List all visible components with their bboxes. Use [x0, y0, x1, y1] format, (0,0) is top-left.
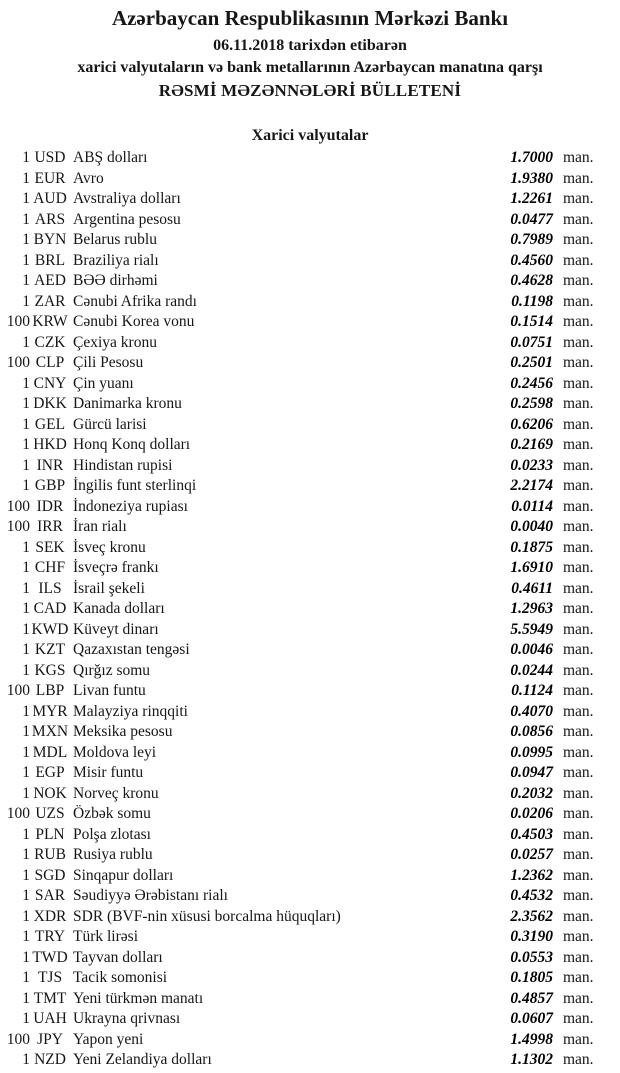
rate-value-cell: 0.0856: [510, 723, 553, 740]
unit-cell: man.: [563, 354, 594, 371]
currency-name-cell: BƏƏ dirhəmi: [73, 272, 158, 289]
table-row: [0, 1009, 620, 1030]
currency-name-cell: Polşa zlotası: [73, 825, 151, 843]
rate-value-cell: 1.1302: [510, 1051, 553, 1068]
rate-value-cell: 0.4560: [510, 251, 553, 269]
table-row: [0, 743, 620, 764]
quantity-cell: 100: [6, 682, 30, 699]
table-row: [0, 1030, 620, 1051]
currency-code-cell: USD: [34, 149, 66, 166]
currency-code-cell: GBP: [34, 477, 66, 494]
currency-name-cell: Türk lirəsi: [73, 928, 138, 945]
rate-value-cell: 1.2963: [510, 600, 553, 617]
rate-value-cell: 0.1875: [510, 538, 553, 556]
table-row: [0, 579, 620, 600]
currency-name-cell: Avstraliya dolları: [73, 190, 181, 207]
unit-cell: man.: [563, 374, 594, 392]
rate-value-cell: 0.0947: [510, 764, 553, 781]
quantity-cell: 1: [22, 600, 30, 617]
rate-value-cell: 1.6910: [510, 559, 553, 576]
currency-code-cell: KWD: [31, 620, 69, 638]
unit-cell: man.: [563, 805, 594, 822]
quantity-cell: 1: [22, 887, 30, 904]
table-row: [0, 415, 620, 436]
table-row: [0, 1050, 620, 1071]
rate-value-cell: 2.3562: [510, 907, 553, 925]
currency-code-cell: MDL: [32, 743, 68, 761]
currency-code-cell: LBP: [35, 682, 65, 699]
quantity-cell: 1: [22, 477, 30, 494]
rate-value-cell: 0.1198: [511, 292, 553, 310]
quantity-cell: 1: [22, 579, 30, 597]
unit-cell: man.: [563, 702, 594, 720]
unit-cell: man.: [563, 1030, 594, 1048]
unit-cell: man.: [563, 538, 594, 556]
table-row: [0, 866, 620, 887]
currency-name-cell: ABŞ dolları: [73, 149, 148, 166]
unit-cell: man.: [563, 251, 594, 269]
currency-code-cell: EUR: [34, 169, 66, 187]
currency-code-cell: MXN: [31, 723, 69, 740]
unit-cell: man.: [563, 989, 594, 1007]
bulletin-subtitle: xarici valyutaların və bank metallarının Azərbaycan manatına qarşı: [77, 59, 543, 76]
quantity-cell: 1: [22, 538, 30, 556]
currency-code-cell: RUB: [34, 846, 66, 863]
currency-name-cell: Yeni türkmən manatı: [73, 989, 204, 1007]
unit-cell: man.: [563, 948, 594, 966]
currency-code-cell: UZS: [35, 805, 65, 822]
unit-cell: man.: [563, 1010, 594, 1027]
quantity-cell: 1: [22, 784, 30, 802]
currency-code-cell: AUD: [33, 190, 67, 207]
currency-code-cell: NZD: [34, 1051, 66, 1068]
table-row: [0, 312, 620, 333]
unit-cell: man.: [563, 641, 594, 658]
quantity-cell: 1: [22, 251, 30, 269]
rate-value-cell: 0.0257: [510, 846, 553, 863]
currency-name-cell: Meksika pesosu: [73, 723, 173, 740]
bulletin-title: RƏSMİ MƏZƏNNƏLƏRİ BÜLLETENİ: [158, 81, 462, 100]
unit-cell: man.: [563, 190, 594, 207]
currency-name-cell: İsveçrə frankı: [73, 559, 159, 576]
table-row: [0, 968, 620, 989]
quantity-cell: 1: [22, 559, 30, 576]
rate-value-cell: 0.4532: [510, 887, 553, 904]
rate-value-cell: 0.1514: [510, 313, 553, 330]
quantity-cell: 1: [22, 210, 30, 228]
currency-name-cell: Küveyt dinarı: [73, 620, 159, 638]
rate-value-cell: 0.4628: [510, 272, 553, 289]
currency-name-cell: Livan funtu: [73, 682, 146, 699]
rate-value-cell: 0.6206: [510, 415, 553, 433]
unit-cell: man.: [563, 210, 594, 228]
rate-value-cell: 0.0553: [510, 948, 553, 966]
quantity-cell: 1: [22, 661, 30, 679]
unit-cell: man.: [563, 620, 594, 638]
currency-name-cell: Malayziya rinqqiti: [73, 702, 188, 720]
table-row: [0, 661, 620, 682]
quantity-cell: 1: [22, 866, 30, 884]
rate-value-cell: 1.2362: [510, 866, 553, 884]
rate-value-cell: 1.7000: [510, 149, 553, 166]
quantity-cell: 100: [6, 313, 30, 330]
rate-value-cell: 0.0477: [510, 210, 553, 228]
currency-code-cell: TJS: [37, 969, 63, 986]
quantity-cell: 1: [22, 846, 30, 863]
quantity-cell: 1: [22, 928, 30, 945]
table-row: [0, 189, 620, 210]
rate-value-cell: 0.2456: [510, 374, 553, 392]
currency-code-cell: IRR: [37, 518, 63, 535]
section-title-foreign-currencies: Xarici valyutalar: [251, 127, 369, 144]
currency-code-cell: EGP: [35, 764, 65, 781]
table-row: [0, 886, 620, 907]
quantity-cell: 1: [22, 907, 30, 925]
quantity-cell: 1: [22, 395, 30, 412]
table-row: [0, 435, 620, 456]
unit-cell: man.: [563, 395, 594, 412]
unit-cell: man.: [563, 579, 594, 597]
unit-cell: man.: [563, 559, 594, 576]
rate-value-cell: 0.0046: [510, 641, 553, 658]
table-row: [0, 374, 620, 395]
currency-name-cell: Sinqapur dolları: [73, 866, 174, 884]
unit-cell: man.: [563, 149, 594, 166]
rate-value-cell: 0.0751: [510, 333, 553, 351]
table-row: [0, 620, 620, 641]
rate-value-cell: 5.5949: [510, 620, 553, 638]
rate-value-cell: 0.1124: [511, 682, 553, 699]
unit-cell: man.: [563, 723, 594, 740]
currency-code-cell: HKD: [33, 436, 67, 453]
quantity-cell: 100: [6, 518, 30, 535]
unit-cell: man.: [563, 169, 594, 187]
unit-cell: man.: [563, 436, 594, 453]
currency-code-cell: ZAR: [34, 292, 66, 310]
table-row: [0, 148, 620, 169]
currency-name-cell: Tayvan dolları: [73, 948, 163, 966]
table-row: [0, 640, 620, 661]
table-row: [0, 948, 620, 969]
quantity-cell: 1: [22, 948, 30, 966]
quantity-cell: 1: [22, 374, 30, 392]
currency-name-cell: Özbək somu: [73, 805, 151, 822]
table-row: [0, 333, 620, 354]
unit-cell: man.: [563, 456, 594, 474]
unit-cell: man.: [563, 518, 594, 535]
unit-cell: man.: [563, 846, 594, 863]
currency-code-cell: KRW: [32, 313, 68, 330]
rate-value-cell: 2.2174: [510, 477, 553, 494]
rate-value-cell: 1.2261: [510, 190, 553, 207]
currency-name-cell: Qırğız somu: [73, 661, 151, 679]
currency-name-cell: İndoneziya rupiası: [73, 497, 188, 515]
currency-code-cell: SEK: [35, 538, 65, 556]
table-row: [0, 169, 620, 190]
currency-code-cell: BRL: [34, 251, 66, 269]
table-row: [0, 804, 620, 825]
quantity-cell: 1: [22, 456, 30, 474]
currency-code-cell: CZK: [34, 333, 66, 351]
bank-title: Azərbaycan Respublikasının Mərkəzi Bankı: [111, 6, 509, 30]
table-row: [0, 210, 620, 231]
currency-name-cell: SDR (BVF-nin xüsusi borcalma hüquqları): [73, 907, 341, 925]
rate-value-cell: 0.2598: [510, 395, 553, 412]
unit-cell: man.: [563, 866, 594, 884]
quantity-cell: 1: [22, 989, 30, 1007]
table-row: [0, 476, 620, 497]
table-row: [0, 845, 620, 866]
table-row: [0, 292, 620, 313]
quantity-cell: 100: [6, 1030, 30, 1048]
quantity-cell: 1: [22, 702, 30, 720]
currency-code-cell: IDR: [36, 497, 64, 515]
quantity-cell: 1: [22, 620, 30, 638]
currency-code-cell: JPY: [37, 1030, 63, 1048]
quantity-cell: 1: [22, 231, 30, 248]
unit-cell: man.: [563, 415, 594, 433]
currency-code-cell: INR: [36, 456, 64, 474]
table-row: [0, 558, 620, 579]
table-row: [0, 517, 620, 538]
rate-value-cell: 0.0114: [511, 497, 553, 515]
currency-code-cell: MYR: [32, 702, 68, 720]
quantity-cell: 1: [22, 969, 30, 986]
table-row: [0, 497, 620, 518]
currency-code-cell: BYN: [33, 231, 67, 248]
currency-name-cell: İsveç kronu: [73, 538, 146, 556]
rate-value-cell: 0.2169: [510, 436, 553, 453]
currency-name-cell: Braziliya rialı: [73, 251, 159, 269]
table-row: [0, 681, 620, 702]
quantity-cell: 100: [6, 354, 30, 371]
unit-cell: man.: [563, 825, 594, 843]
currency-code-cell: AED: [34, 272, 66, 289]
table-row: [0, 722, 620, 743]
unit-cell: man.: [563, 313, 594, 330]
unit-cell: man.: [563, 907, 594, 925]
currency-code-cell: NOK: [33, 784, 67, 802]
table-row: [0, 763, 620, 784]
table-row: [0, 907, 620, 928]
quantity-cell: 1: [22, 415, 30, 433]
table-row: [0, 599, 620, 620]
rate-value-cell: 1.4998: [510, 1030, 553, 1048]
quantity-cell: 1: [22, 1051, 30, 1068]
unit-cell: man.: [563, 743, 594, 761]
currency-code-cell: CHF: [34, 559, 66, 576]
currency-name-cell: Cənubi Afrika randı: [73, 292, 197, 310]
currency-code-cell: TWD: [32, 948, 68, 966]
unit-cell: man.: [563, 1051, 594, 1068]
table-row: [0, 989, 620, 1010]
effective-date-line: 06.11.2018 tarixdən etibarən: [213, 37, 407, 54]
rate-value-cell: 0.2501: [510, 354, 553, 371]
currency-name-cell: Tacik somonisi: [73, 969, 168, 986]
rate-value-cell: 0.3190: [510, 928, 553, 945]
quantity-cell: 1: [22, 1010, 30, 1027]
currency-code-cell: CAD: [33, 600, 67, 617]
quantity-cell: 1: [22, 436, 30, 453]
currency-name-cell: Argentina pesosu: [73, 210, 181, 228]
unit-cell: man.: [563, 292, 594, 310]
rate-value-cell: 0.0040: [510, 518, 553, 535]
currency-name-cell: Honq Konq dolları: [73, 436, 191, 453]
unit-cell: man.: [563, 784, 594, 802]
rate-value-cell: 0.4070: [510, 702, 553, 720]
rate-value-cell: 0.4503: [510, 825, 553, 843]
currency-name-cell: Cənubi Korea vonu: [73, 313, 195, 330]
currency-name-cell: Kanada dolları: [73, 600, 165, 617]
table-row: [0, 230, 620, 251]
rate-value-cell: 0.1805: [510, 969, 553, 986]
unit-cell: man.: [563, 497, 594, 515]
currency-code-cell: DKK: [33, 395, 67, 412]
table-row: [0, 251, 620, 272]
currency-name-cell: Misir funtu: [73, 764, 144, 781]
currency-code-cell: GEL: [34, 415, 66, 433]
quantity-cell: 1: [22, 292, 30, 310]
unit-cell: man.: [563, 682, 594, 699]
currency-name-cell: Moldova leyi: [73, 743, 157, 761]
table-row: [0, 825, 620, 846]
currency-name-cell: Norveç kronu: [73, 784, 159, 802]
quantity-cell: 1: [22, 743, 30, 761]
currency-code-cell: XDR: [33, 907, 67, 925]
currency-code-cell: SAR: [34, 887, 66, 904]
currency-name-cell: Qazaxıstan tengəsi: [73, 641, 190, 658]
unit-cell: man.: [563, 231, 594, 248]
quantity-cell: 1: [22, 333, 30, 351]
quantity-cell: 1: [22, 723, 30, 740]
unit-cell: man.: [563, 928, 594, 945]
unit-cell: man.: [563, 969, 594, 986]
table-row: [0, 702, 620, 723]
quantity-cell: 1: [22, 169, 30, 187]
quantity-cell: 1: [22, 272, 30, 289]
unit-cell: man.: [563, 887, 594, 904]
rate-value-cell: 0.0206: [510, 805, 553, 822]
currency-name-cell: Avro: [73, 169, 104, 187]
quantity-cell: 1: [22, 825, 30, 843]
currency-code-cell: CLP: [35, 354, 65, 371]
currency-code-cell: KZT: [34, 641, 66, 658]
rates-table: [0, 148, 620, 1071]
table-row: [0, 927, 620, 948]
table-row: [0, 271, 620, 292]
quantity-cell: 1: [22, 641, 30, 658]
currency-code-cell: PLN: [35, 825, 65, 843]
table-row: [0, 353, 620, 374]
rate-value-cell: 0.0244: [510, 661, 553, 679]
quantity-cell: 100: [6, 805, 30, 822]
currency-name-cell: Belarus rublu: [73, 231, 157, 248]
rate-value-cell: 0.4857: [510, 989, 553, 1007]
currency-name-cell: İran rialı: [73, 518, 127, 535]
unit-cell: man.: [563, 272, 594, 289]
quantity-cell: 1: [22, 190, 30, 207]
currency-name-cell: İngilis funt sterlinqi: [73, 477, 197, 494]
table-row: [0, 784, 620, 805]
currency-code-cell: CNY: [33, 374, 67, 392]
rate-value-cell: 0.0233: [510, 456, 553, 474]
currency-name-cell: Yapon yeni: [73, 1030, 144, 1048]
currency-name-cell: Hindistan rupisi: [73, 456, 173, 474]
unit-cell: man.: [563, 661, 594, 679]
quantity-cell: 100: [6, 497, 30, 515]
table-row: [0, 394, 620, 415]
rate-value-cell: 0.7989: [510, 231, 553, 248]
rate-value-cell: 0.4611: [511, 579, 553, 597]
unit-cell: man.: [563, 600, 594, 617]
rate-value-cell: 0.0995: [510, 743, 553, 761]
currency-code-cell: SGD: [34, 866, 66, 884]
unit-cell: man.: [563, 333, 594, 351]
currency-code-cell: UAH: [33, 1010, 67, 1027]
currency-code-cell: ARS: [34, 210, 66, 228]
table-row: [0, 538, 620, 559]
quantity-cell: 1: [22, 149, 30, 166]
currency-name-cell: Danimarka kronu: [73, 395, 182, 412]
currency-name-cell: Gürcü larisi: [73, 415, 147, 433]
rate-value-cell: 0.0607: [510, 1010, 553, 1027]
unit-cell: man.: [563, 477, 594, 494]
currency-name-cell: Rusiya rublu: [73, 846, 153, 863]
currency-name-cell: Səudiyyə Ərəbistanı rialı: [73, 887, 228, 904]
currency-code-cell: KGS: [34, 661, 66, 679]
rate-value-cell: 1.9380: [510, 169, 553, 187]
currency-name-cell: Çili Pesosu: [73, 354, 144, 371]
currency-name-cell: Çin yuanı: [73, 374, 134, 392]
currency-name-cell: Yeni Zelandiya dolları: [73, 1051, 212, 1068]
currency-name-cell: İsrail şekeli: [73, 579, 145, 597]
rate-value-cell: 0.2032: [510, 784, 553, 802]
currency-code-cell: ILS: [38, 579, 62, 597]
unit-cell: man.: [563, 764, 594, 781]
currency-code-cell: TRY: [34, 928, 66, 945]
currency-code-cell: TMT: [33, 989, 67, 1007]
currency-name-cell: Ukrayna qrivnası: [73, 1010, 181, 1027]
quantity-cell: 1: [22, 764, 30, 781]
table-row: [0, 456, 620, 477]
currency-name-cell: Çexiya kronu: [73, 333, 157, 351]
